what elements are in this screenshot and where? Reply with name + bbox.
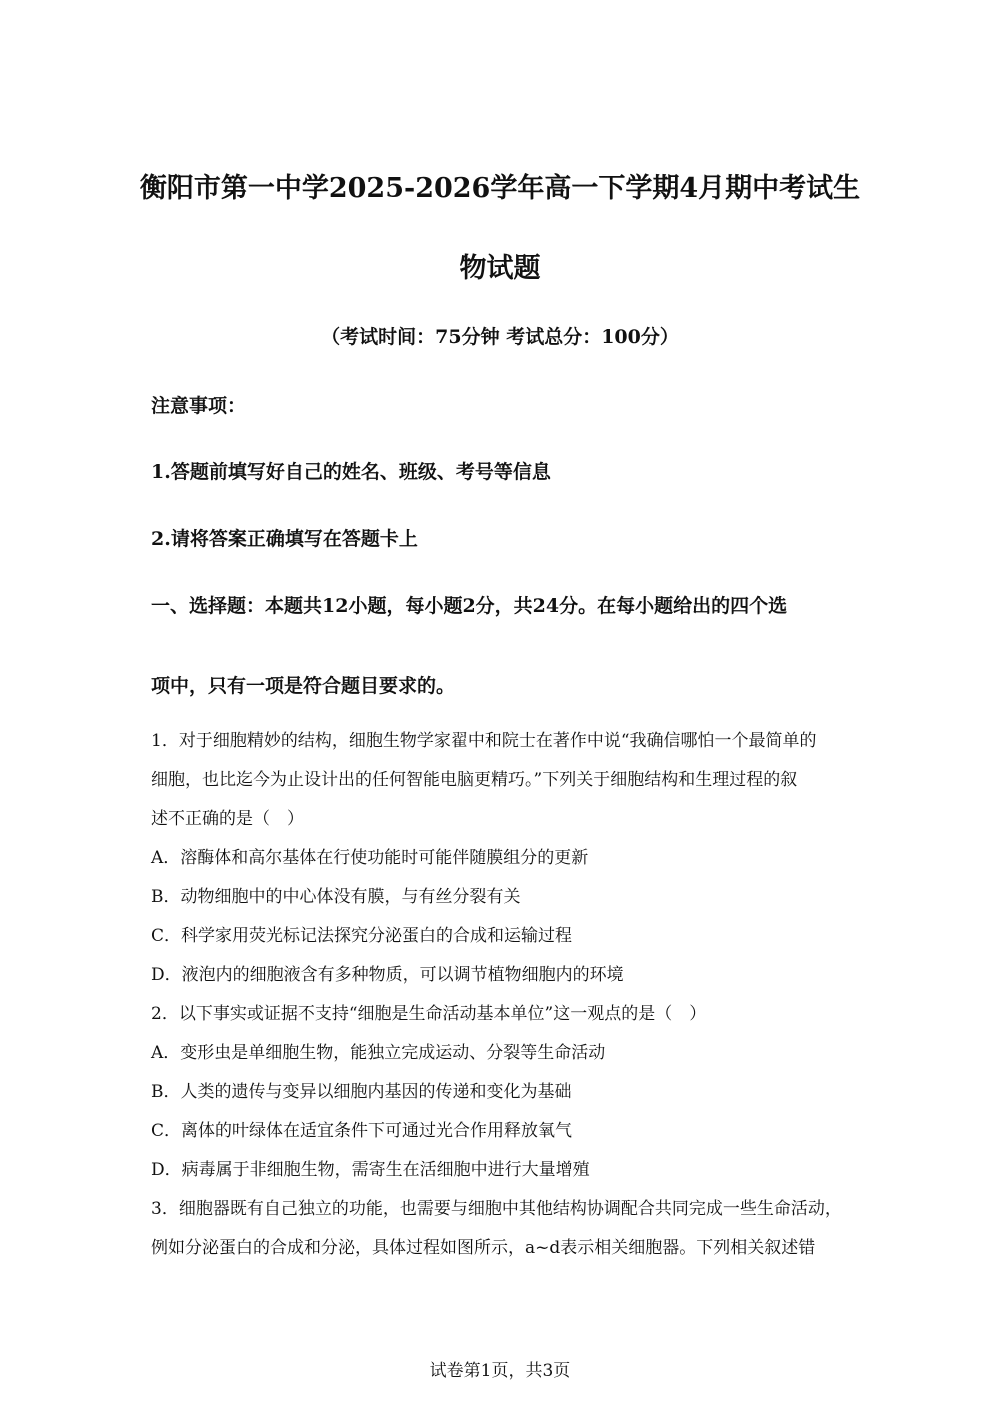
q2-option-b: B．人类的遗传与变异以细胞内基因的传递和变化为基础 [151,1082,572,1102]
q2-stem: 2．以下事实或证据不支持“细胞是生命活动基本单位”这一观点的是（ ） [151,1004,707,1024]
page-footer: 试卷第1页，共3页 [429,1361,571,1381]
q1-option-d: D．液泡内的细胞液含有多种物质，可以调节植物细胞内的环境 [151,965,624,985]
section-heading-line1: 一、选择题：本题共12小题，每小题2分，共24分。在每小题给出的四个选 [151,595,788,617]
exam-title-line2: 物试题 [459,253,541,284]
q1-stem-line2: 细胞，也比迄今为止设计出的任何智能电脑更精巧。”下列关于细胞结构和生理过程的叙 [151,770,798,790]
notes-item-2: 2.请将答案正确填写在答题卡上 [151,528,418,550]
q3-stem-line1: 3．细胞器既有自己独立的功能，也需要与细胞中其他结构协调配合共同完成一些生命活动， [151,1199,842,1219]
q2-option-c: C．离体的叶绿体在适宜条件下可通过光合作用释放氧气 [151,1121,573,1141]
q1-option-c: C．科学家用荧光标记法探究分泌蛋白的合成和运输过程 [151,926,573,946]
q1-option-b: B．动物细胞中的中心体没有膜，与有丝分裂有关 [151,887,521,907]
notes-heading: 注意事项： [151,395,247,417]
section-heading-line2: 项中，只有一项是符合题目要求的。 [151,675,456,697]
q2-option-a: A．变形虫是单细胞生物，能独立完成运动、分裂等生命活动 [151,1043,606,1063]
notes-item-1: 1.答题前填写好自己的姓名、班级、考号等信息 [151,461,551,483]
q1-option-a: A．溶酶体和高尔基体在行使功能时可能伴随膜组分的更新 [151,848,589,868]
exam-subtitle: （考试时间：75分钟 考试总分：100分） [321,326,679,348]
q1-stem-line1: 1．对于细胞精妙的结构，细胞生物学家翟中和院士在著作中说“我确信哪怕一个最简单的 [151,731,817,751]
q2-option-d: D．病毒属于非细胞生物，需寄生在活细胞中进行大量增殖 [151,1160,590,1180]
q3-stem-line2: 例如分泌蛋白的合成和分泌，具体过程如图所示，a~d表示相关细胞器。下列相关叙述错 [151,1238,816,1258]
q1-stem-line3: 述不正确的是（ ） [151,809,304,829]
exam-title-line1: 衡阳市第一中学2025-2026学年高一下学期4月期中考试生 [139,173,861,204]
